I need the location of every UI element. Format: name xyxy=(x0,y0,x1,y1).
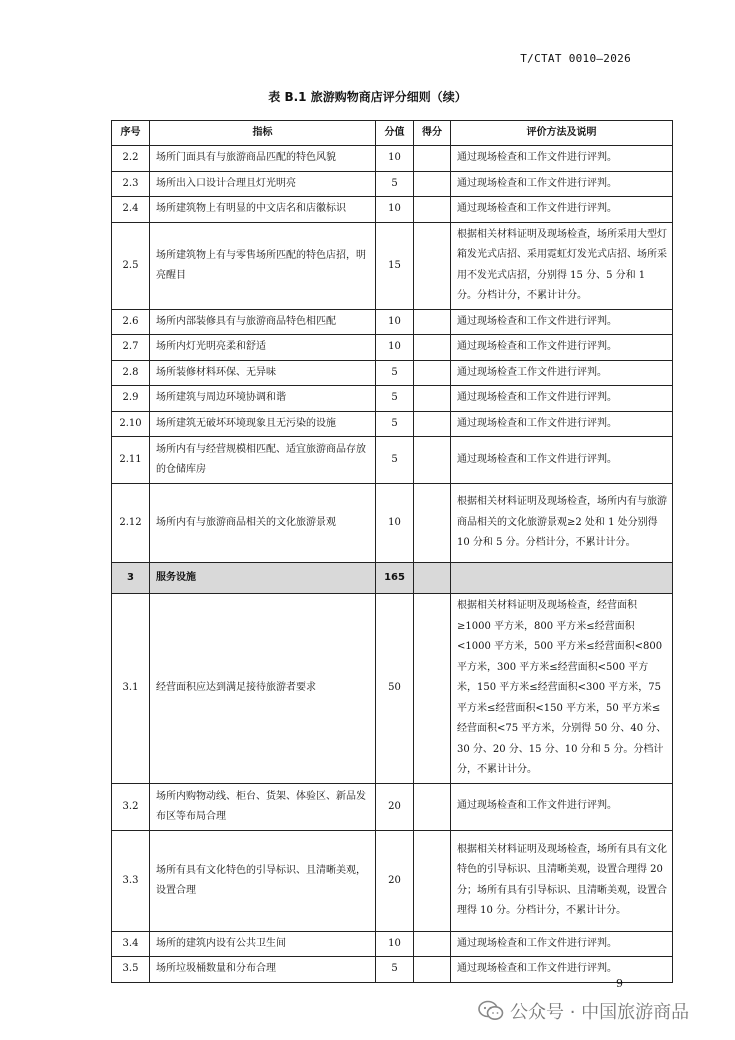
scoring-table xyxy=(111,120,673,983)
row-got-score xyxy=(414,437,451,484)
row-number: 2.11 xyxy=(112,437,150,484)
col-header-got: 得分 xyxy=(414,121,451,146)
row-indicator: 场所内灯光明亮柔和舒适 xyxy=(150,335,376,361)
table-header-row xyxy=(112,121,673,146)
row-method: 通过现场检查和工作文件进行评判。 xyxy=(451,335,673,361)
row-score: 20 xyxy=(376,830,414,931)
row-indicator: 服务设施 xyxy=(150,563,376,594)
row-number: 3.1 xyxy=(112,594,150,784)
wechat-icon xyxy=(478,1000,504,1022)
row-method: 根据相关材料证明及现场检查，场所内有与旅游商品相关的文化旅游景观≥2 处和 1 处分别得 10 分和 5 分。分档计分，不累计计分。 xyxy=(451,484,673,563)
table-row xyxy=(112,411,673,437)
col-header-method: 评价方法及说明 xyxy=(451,121,673,146)
section-row xyxy=(112,563,673,594)
row-got-score xyxy=(414,222,451,309)
row-got-score xyxy=(414,783,451,830)
row-score: 5 xyxy=(376,171,414,197)
table-row xyxy=(112,171,673,197)
row-got-score xyxy=(414,171,451,197)
row-score: 20 xyxy=(376,783,414,830)
row-indicator: 场所的建筑内设有公共卫生间 xyxy=(150,931,376,957)
row-number: 2.12 xyxy=(112,484,150,563)
row-number: 3.3 xyxy=(112,830,150,931)
row-score: 15 xyxy=(376,222,414,309)
row-number: 3.5 xyxy=(112,957,150,983)
row-indicator: 场所内购物动线、柜台、货架、体验区、新品发布区等布局合理 xyxy=(150,783,376,830)
row-number: 2.3 xyxy=(112,171,150,197)
row-indicator: 场所垃圾桶数量和分布合理 xyxy=(150,957,376,983)
table-row xyxy=(112,197,673,223)
row-number: 2.6 xyxy=(112,309,150,335)
row-indicator: 场所门面具有与旅游商品匹配的特色风貌 xyxy=(150,146,376,172)
row-number: 2.9 xyxy=(112,386,150,412)
table-row xyxy=(112,335,673,361)
row-score: 10 xyxy=(376,309,414,335)
col-header-score: 分值 xyxy=(376,121,414,146)
table-row xyxy=(112,931,673,957)
row-number: 2.5 xyxy=(112,222,150,309)
table-row xyxy=(112,222,673,309)
row-score: 5 xyxy=(376,360,414,386)
row-method: 根据相关材料证明及现场检查，经营面积≥1000 平方米，800 平方米≤经营面积<1000 平方米，500 平方米≤经营面积<800 平方米，300 平方米≤经营面积<500 平方米，150 平方米≤经营面积<300 平方米，75 平方米≤经营面积<150 平方米，50 平方米≤经营面积<75 平方米，分别得 50 分、40 分、30 分、20 分、15 分、10 分和 5 分。分档计分，不累计计分。 xyxy=(451,594,673,784)
table-row xyxy=(112,830,673,931)
table-row xyxy=(112,783,673,830)
row-got-score xyxy=(414,931,451,957)
row-indicator: 场所建筑无破坏环境现象且无污染的设施 xyxy=(150,411,376,437)
table-row xyxy=(112,594,673,784)
row-method: 根据相关材料证明及现场检查，场所有具有文化特色的引导标识、且清晰美观，设置合理得 20 分；场所有具有引导标识、且清晰美观，设置合理得 10 分。分档计分，不累计计分。 xyxy=(451,830,673,931)
table-row xyxy=(112,437,673,484)
row-score: 10 xyxy=(376,931,414,957)
watermark xyxy=(478,998,689,1024)
table-row xyxy=(112,146,673,172)
row-got-score xyxy=(414,360,451,386)
row-number: 2.10 xyxy=(112,411,150,437)
table-row xyxy=(112,360,673,386)
row-score: 10 xyxy=(376,335,414,361)
row-got-score xyxy=(414,386,451,412)
row-method: 通过现场检查和工作文件进行评判。 xyxy=(451,146,673,172)
row-method: 通过现场检查和工作文件进行评判。 xyxy=(451,437,673,484)
row-score: 5 xyxy=(376,411,414,437)
row-method: 通过现场检查和工作文件进行评判。 xyxy=(451,386,673,412)
row-method: 通过现场检查和工作文件进行评判。 xyxy=(451,411,673,437)
row-number: 3 xyxy=(112,563,150,594)
table-row xyxy=(112,309,673,335)
row-score: 10 xyxy=(376,484,414,563)
table-row xyxy=(112,957,673,983)
row-number: 2.8 xyxy=(112,360,150,386)
row-score: 5 xyxy=(376,386,414,412)
row-indicator: 场所内部装修具有与旅游商品特色相匹配 xyxy=(150,309,376,335)
table-row xyxy=(112,386,673,412)
row-method: 通过现场检查和工作文件进行评判。 xyxy=(451,957,673,983)
row-indicator: 场所建筑与周边环境协调和谐 xyxy=(150,386,376,412)
col-header-no: 序号 xyxy=(112,121,150,146)
row-method: 通过现场检查和工作文件进行评判。 xyxy=(451,931,673,957)
row-got-score xyxy=(414,309,451,335)
row-got-score xyxy=(414,594,451,784)
row-indicator: 场所内有与经营规模相匹配、适宜旅游商品存放的仓储库房 xyxy=(150,437,376,484)
table-row xyxy=(112,484,673,563)
row-indicator: 场所内有与旅游商品相关的文化旅游景观 xyxy=(150,484,376,563)
row-method: 通过现场检查工作文件进行评判。 xyxy=(451,360,673,386)
table-title: 表 B.1 旅游购物商店评分细则（续） xyxy=(268,90,467,104)
row-got-score xyxy=(414,563,451,594)
row-number: 2.2 xyxy=(112,146,150,172)
row-method: 根据相关材料证明及现场检查，场所采用大型灯箱发光式店招、采用霓虹灯发光式店招、场所采用不发光式店招，分别得 15 分、5 分和 1 分。分档计分，不累计计分。 xyxy=(451,222,673,309)
page-number: 9 xyxy=(616,977,623,990)
row-indicator: 场所建筑物上有明显的中文店名和店徽标识 xyxy=(150,197,376,223)
row-got-score xyxy=(414,197,451,223)
row-indicator: 经营面积应达到满足接待旅游者要求 xyxy=(150,594,376,784)
row-got-score xyxy=(414,146,451,172)
row-method: 通过现场检查和工作文件进行评判。 xyxy=(451,309,673,335)
row-score: 10 xyxy=(376,197,414,223)
row-indicator: 场所有具有文化特色的引导标识、且清晰美观，设置合理 xyxy=(150,830,376,931)
row-method: 通过现场检查和工作文件进行评判。 xyxy=(451,197,673,223)
row-indicator: 场所出入口设计合理且灯光明亮 xyxy=(150,171,376,197)
row-got-score xyxy=(414,411,451,437)
row-method: 通过现场检查和工作文件进行评判。 xyxy=(451,171,673,197)
row-got-score xyxy=(414,484,451,563)
row-number: 3.4 xyxy=(112,931,150,957)
watermark-text: 公众号 · 中国旅游商品 xyxy=(510,1002,690,1023)
document-code: T/CTAT 0010—2026 xyxy=(520,52,631,65)
row-score: 165 xyxy=(376,563,414,594)
row-score: 5 xyxy=(376,957,414,983)
row-indicator: 场所装修材料环保、无异味 xyxy=(150,360,376,386)
row-got-score xyxy=(414,830,451,931)
row-method xyxy=(451,563,673,594)
row-got-score xyxy=(414,957,451,983)
row-method: 通过现场检查和工作文件进行评判。 xyxy=(451,783,673,830)
row-score: 5 xyxy=(376,437,414,484)
row-score: 10 xyxy=(376,146,414,172)
row-number: 2.4 xyxy=(112,197,150,223)
row-score: 50 xyxy=(376,594,414,784)
col-header-indicator: 指标 xyxy=(150,121,376,146)
row-number: 2.7 xyxy=(112,335,150,361)
row-number: 3.2 xyxy=(112,783,150,830)
row-got-score xyxy=(414,335,451,361)
row-indicator: 场所建筑物上有与零售场所匹配的特色店招，明亮醒目 xyxy=(150,222,376,309)
